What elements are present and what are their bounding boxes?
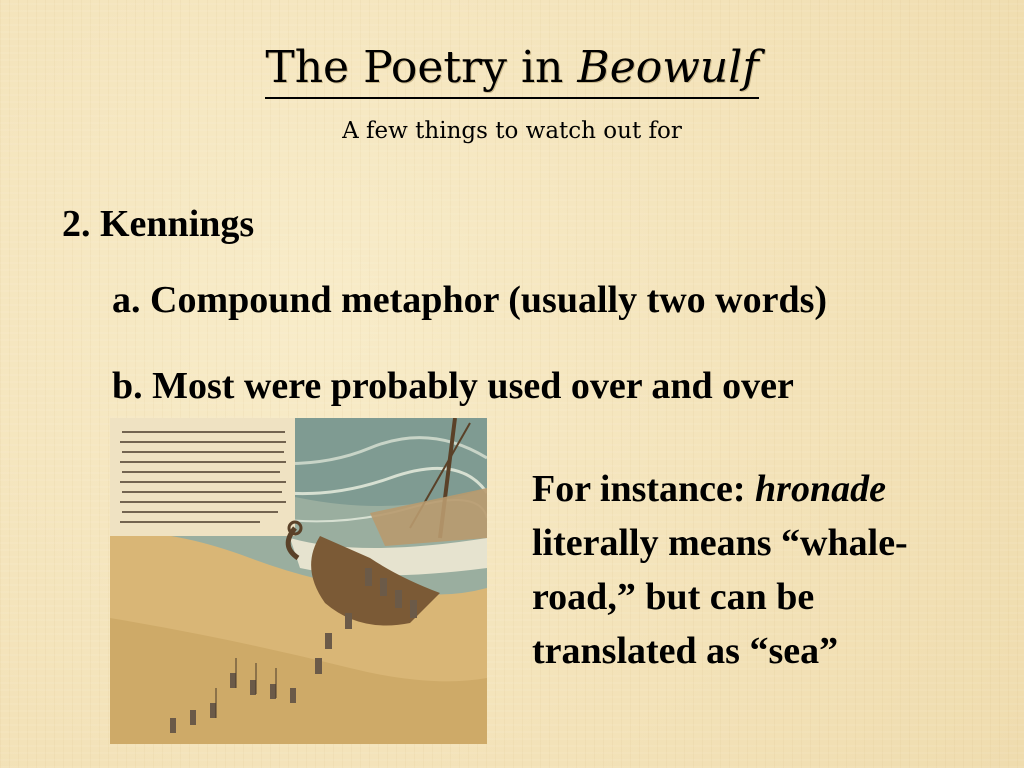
section-heading: 2. Kennings bbox=[62, 203, 255, 245]
title-main: The Poetry in bbox=[265, 42, 578, 93]
example-line-2: literally means “whale- bbox=[532, 522, 908, 564]
example-line-4: translated as “sea” bbox=[532, 630, 839, 672]
example-lead: For instance: bbox=[532, 468, 756, 510]
slide-subtitle: A few things to watch out for bbox=[342, 118, 682, 144]
example-line-1 bbox=[532, 462, 1002, 516]
example-line-3: road,” but can be bbox=[532, 576, 815, 618]
bullet-compound-metaphor: a. Compound metaphor (usually two words) bbox=[112, 279, 828, 321]
example-term: hronade bbox=[755, 468, 886, 510]
illustration-svg bbox=[110, 418, 487, 744]
slide-title bbox=[0, 38, 1024, 99]
title-underlined bbox=[265, 39, 758, 99]
title-emphasis: Beowulf bbox=[577, 42, 759, 93]
kenning-example bbox=[532, 462, 1002, 678]
bullet-used-over-and-over: b. Most were probably used over and over bbox=[112, 365, 794, 407]
illustration-viking-ship-landing bbox=[110, 418, 487, 744]
